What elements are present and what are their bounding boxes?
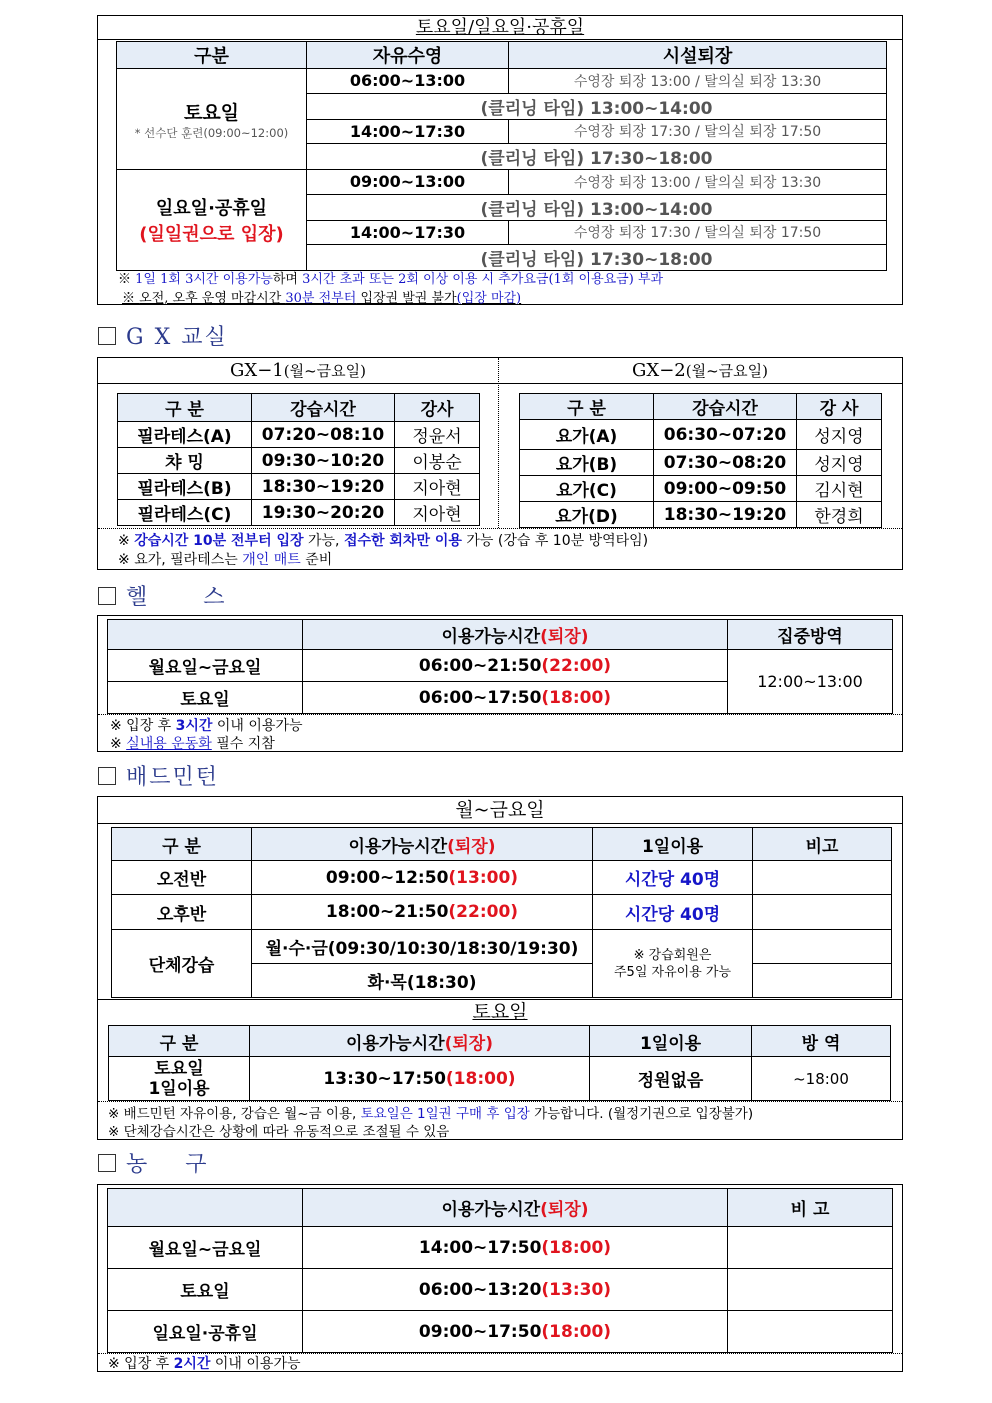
checkbox-square-icon [98,767,116,785]
table-row [109,1057,891,1101]
table-row [118,422,480,448]
group-time-tt: 화·목(18:30) [252,964,593,998]
class-name: 요가(C) [520,476,654,502]
sat-header-time: 이용가능시간(퇴장) [250,1026,590,1057]
class-time: 09:00~09:50 [654,476,797,502]
sat-header-category: 구 분 [109,1026,250,1057]
time-cell: 18:00~21:50(22:00) [252,895,593,930]
sat-label: 토요일 1일이용 [109,1057,250,1101]
day-label: 월요일~금요일 [108,1227,303,1269]
remarks-cell [753,964,892,998]
health-note-2: ※ 실내용 운동화 필수 지참 [110,736,275,752]
remarks-cell [753,861,892,895]
sunday-label-cell: 일요일·공휴일 (일일권으로 입장) [117,170,307,271]
badminton-saturday-caption: 토요일 [472,1001,528,1023]
pool-weekend-caption: 토요일/일요일·공휴일 [98,16,902,40]
class-name: 챠 밍 [118,448,252,474]
basketball-section-title: 농 구 [98,1147,208,1178]
badminton-section-title: 배드민턴 [98,760,219,791]
basketball-table [107,1188,893,1353]
instructor: 정윤서 [395,422,480,448]
day-label: 토요일 [108,682,303,714]
class-name: 필라테스(B) [118,474,252,500]
badminton-panel [97,796,903,1140]
group-time-mwf: 월·수·금(09:30/10:30/18:30/19:30) [252,930,593,964]
day-label: 일요일·공휴일 [108,1311,303,1353]
gx2-header-instructor: 강 사 [797,394,882,420]
gx2-header-category: 구 분 [520,394,654,420]
bb-header-blank [108,1189,303,1227]
saturday-label-cell: 토요일 * 선수단 훈련(09:00~12:00) [117,69,307,170]
class-name: 요가(D) [520,502,654,528]
sat-cleaning-2: (클리닝 타임) 17:30~18:00 [307,144,887,170]
class-time: 18:30~19:20 [252,474,395,500]
instructor: 한경희 [797,502,882,528]
remarks-cell [728,1227,893,1269]
table-row [520,502,882,528]
class-time: 07:30~08:20 [654,450,797,476]
table-row [112,861,892,895]
badminton-note-1: ※ 배드민턴 자유이용, 강습은 월~금 이용, 토요일은 1일권 구매 후 입장 가능합니다. (월정기권으로 입장불가) [108,1106,754,1122]
sun-session-1-exit: 수영장 퇴장 13:00 / 탈의실 퇴장 13:30 [509,170,887,195]
gx2-table [519,393,882,528]
table-row [118,474,480,500]
day-label: 토요일 [108,1269,303,1311]
bad-header-remarks: 비고 [753,828,892,861]
instructor: 성지영 [797,450,882,476]
bb-header-time: 이용가능시간(퇴장) [303,1189,728,1227]
daily-capacity: 시간당 40명 [593,861,753,895]
group-lesson-label: 단체강습 [112,930,252,998]
instructor: 김시현 [797,476,882,502]
health-section-title: 헬 스 [98,580,226,611]
gx1-caption: GX−1(월~금요일) [230,360,366,381]
gx1-header-time: 강습시간 [252,394,395,422]
table-row [520,450,882,476]
bad-header-daily: 1일이용 [593,828,753,861]
health-note-1: ※ 입장 후 3시간 이내 이용가능 [110,718,303,734]
sun-cleaning-2: (클리닝 타임) 17:30~18:00 [307,245,887,271]
pool-weekend-table [116,41,887,271]
remarks-cell [728,1269,893,1311]
gx-note-1: ※ 강습시간 10분 전부터 입장 가능, 접수한 회차만 이용 가능 (강습 후 10분 방역타임) [118,533,649,549]
badminton-weekday-table [111,827,892,998]
session-label: 오전반 [112,861,252,895]
gx-section-title: G X 교실 [98,320,228,351]
daily-capacity: 정원없음 [590,1057,752,1101]
sun-session-1-time: 09:00~13:00 [307,170,509,195]
time-cell: 14:00~17:50(18:00) [303,1227,728,1269]
pool-weekend-panel [97,15,903,305]
table-row [520,476,882,502]
table-row [108,1311,893,1353]
sat-header-disinfection: 방 역 [752,1026,891,1057]
daily-capacity: 시간당 40명 [593,895,753,930]
class-name: 필라테스(A) [118,422,252,448]
class-time: 19:30~20:20 [252,500,395,526]
remarks-cell [753,930,892,964]
table-row [112,930,892,964]
time-cell: 06:00~13:20(13:30) [303,1269,728,1311]
sun-cleaning-1: (클리닝 타임) 13:00~14:00 [307,194,887,220]
health-table [107,619,893,714]
class-name: 요가(A) [520,420,654,450]
time-cell: 06:00~17:50(18:00) [303,682,728,714]
checkbox-square-icon [98,587,116,605]
disinfection-time: ~18:00 [752,1057,891,1101]
badminton-note-2: ※ 단체강습시간은 상황에 따라 유동적으로 조절될 수 있음 [108,1124,450,1140]
table-row [108,1269,893,1311]
remarks-cell [753,895,892,930]
sat-session-2-exit: 수영장 퇴장 17:30 / 탈의실 퇴장 17:50 [509,119,887,144]
class-time: 07:20~08:10 [252,422,395,448]
pool-note-2: ※ 오전, 오후 운영 마감시간 30분 전부터 입장권 발권 불가(입장 마감) [122,291,522,306]
class-time: 09:30~10:20 [252,448,395,474]
checkbox-square-icon [98,327,116,345]
health-header-disinfection: 집중방역 [728,620,893,650]
gx2-caption: GX−2(월~금요일) [632,360,768,381]
gx2-header-time: 강습시간 [654,394,797,420]
disinfection-time: 12:00~13:00 [728,650,893,714]
class-time: 18:30~19:20 [654,502,797,528]
gx1-header-instructor: 강사 [395,394,480,422]
badminton-weekday-caption: 월~금요일 [98,797,902,824]
bb-header-remarks: 비 고 [728,1189,893,1227]
remarks-cell [728,1311,893,1353]
table-row [118,448,480,474]
gx-panel [97,357,903,570]
instructor: 성지영 [797,420,882,450]
session-label: 오후반 [112,895,252,930]
health-header-time: 이용가능시간(퇴장) [303,620,728,650]
group-note: ※ 강습회원은 주5일 자유이용 가능 [593,930,753,998]
table-row [108,650,893,682]
pool-note-1: ※ 1일 1회 3시간 이용가능하며 3시간 초과 또는 2회 이상 이용 시 추가요금(1회 이용요금) 부과 [118,272,664,287]
col-header-category: 구분 [117,42,307,69]
basketball-panel [97,1184,903,1372]
class-time: 06:30~07:20 [654,420,797,450]
day-label: 월요일~금요일 [108,650,303,682]
col-header-free-swim: 자유수영 [307,42,509,69]
sat-header-daily: 1일이용 [590,1026,752,1057]
badminton-saturday-table [108,1025,891,1101]
gx1-header-category: 구 분 [118,394,252,422]
bad-header-category: 구 분 [112,828,252,861]
instructor: 이봉순 [395,448,480,474]
gx-note-2: ※ 요가, 필라테스는 개인 매트 준비 [118,552,333,568]
health-panel [97,615,903,752]
instructor: 지아현 [395,474,480,500]
class-name: 필라테스(C) [118,500,252,526]
table-row [520,420,882,450]
time-cell: 06:00~21:50(22:00) [303,650,728,682]
basketball-note-1: ※ 입장 후 2시간 이내 이용가능 [108,1356,301,1372]
checkbox-square-icon [98,1154,116,1172]
table-row [112,895,892,930]
gx1-table [117,393,480,526]
sat-session-1-exit: 수영장 퇴장 13:00 / 탈의실 퇴장 13:30 [509,69,887,94]
col-header-exit: 시설퇴장 [509,42,887,69]
time-cell: 09:00~17:50(18:00) [303,1311,728,1353]
sat-cleaning-1: (클리닝 타임) 13:00~14:00 [307,93,887,119]
time-cell: 13:30~17:50(18:00) [250,1057,590,1101]
time-cell: 09:00~12:50(13:00) [252,861,593,895]
table-row [118,500,480,526]
bad-header-time: 이용가능시간(퇴장) [252,828,593,861]
sun-session-2-exit: 수영장 퇴장 17:30 / 탈의실 퇴장 17:50 [509,220,887,245]
sun-session-2-time: 14:00~17:30 [307,220,509,245]
sat-session-1-time: 06:00~13:00 [307,69,509,94]
instructor: 지아현 [395,500,480,526]
table-row [108,1227,893,1269]
health-header-blank [108,620,303,650]
sat-session-2-time: 14:00~17:30 [307,119,509,144]
class-name: 요가(B) [520,450,654,476]
